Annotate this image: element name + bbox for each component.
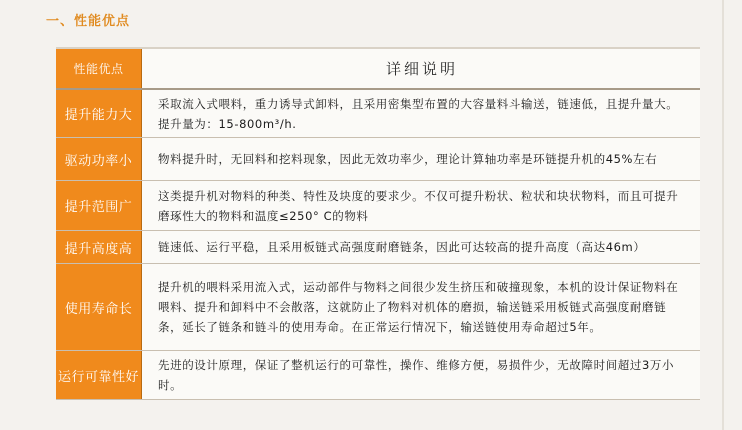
table-header-row (56, 49, 700, 90)
row-label: 提升范围广 (56, 181, 142, 230)
row-label: 驱动功率小 (56, 138, 142, 180)
row-desc: 采取流入式喂料，重力诱导式卸料，且采用密集型布置的大容量料斗输送，链速低，且提升量大。提升量为：15-800m³/h. (142, 90, 700, 137)
row-desc: 先进的设计原理，保证了整机运行的可靠性，操作、维修方便，易损件少，无故障时间超过3万小时。 (142, 351, 700, 399)
row-desc: 这类提升机对物料的种类、特性及块度的要求少。不仅可提升粉状、粒状和块状物料，而且可提升磨琢性大的物料和温度≤250° C的物料 (142, 181, 700, 230)
row-label: 提升高度高 (56, 231, 142, 263)
row-label: 提升能力大 (56, 90, 142, 137)
table-row (56, 181, 700, 231)
table-row (56, 90, 700, 138)
section-title: 一、性能优点 (46, 14, 131, 29)
row-desc: 提升机的喂料采用流入式，运动部件与物料之间很少发生挤压和破撞现象，本机的设计保证物料在喂料、提升和卸料中不会散落，这就防止了物料对机体的磨损，输送链采用板链式高强度耐磨链条，延长了链条和链斗的使用寿命。在正常运行情况下，输送链使用寿命超过5年。 (142, 264, 700, 350)
row-label: 运行可靠性好 (56, 351, 142, 399)
table-row (56, 138, 700, 181)
page-edge-divider (722, 0, 724, 430)
header-desc: 详细说明 (142, 49, 700, 88)
row-label: 使用寿命长 (56, 264, 142, 350)
table-row (56, 264, 700, 351)
table-row (56, 351, 700, 400)
row-desc: 物料提升时，无回料和挖料现象，因此无效功率少，理论计算轴功率是环链提升机的45%左右 (142, 138, 700, 180)
performance-table (56, 47, 700, 400)
table-row (56, 231, 700, 264)
row-desc: 链速低、运行平稳，且采用板链式高强度耐磨链条，因此可达较高的提升高度（高达46m） (142, 231, 700, 263)
header-label: 性能优点 (56, 49, 142, 88)
